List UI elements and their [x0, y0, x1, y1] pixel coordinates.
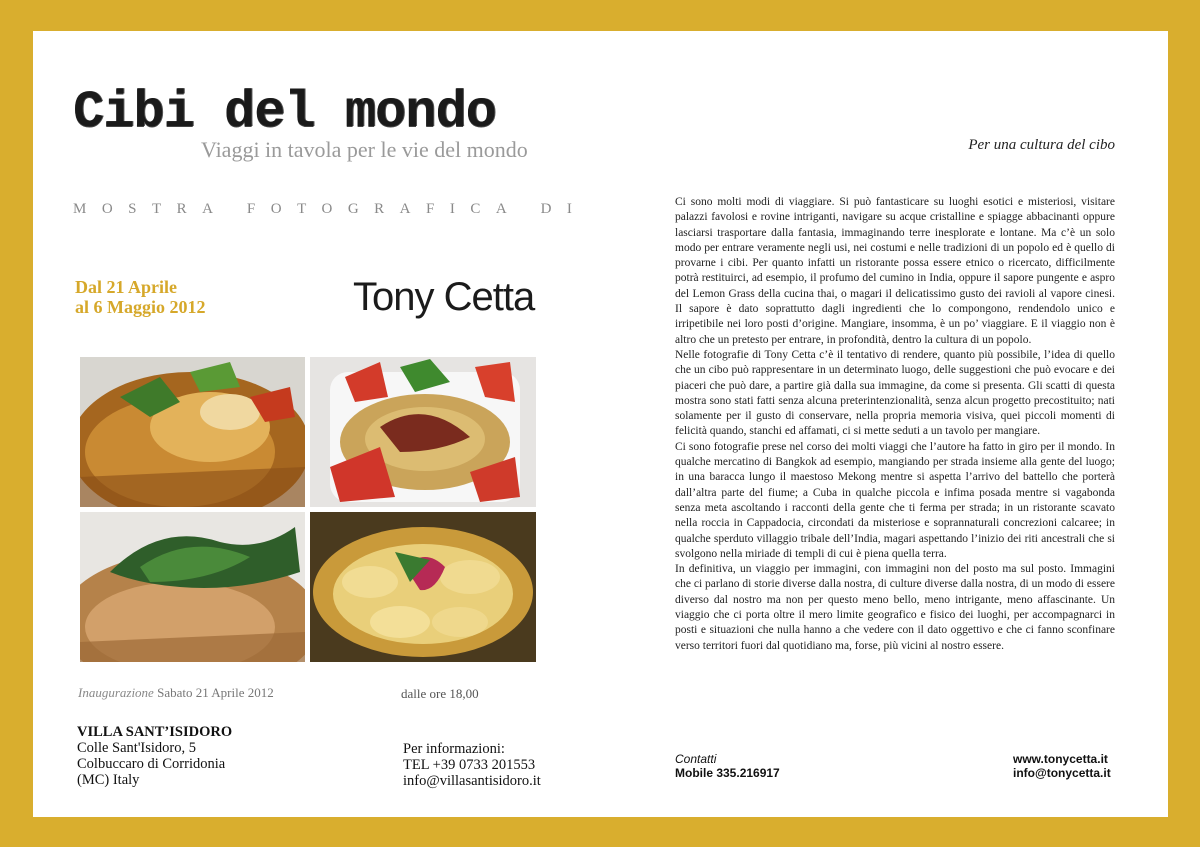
paragraph: Ci sono molti modi di viaggiare. Si può fantasticare su luoghi esotici e misteriosi, visitare palazzi favolosi e rovine intriganti, navigare su acque cristalline e spiagge abbacinanti oppure lasciarsi trasportare dalla fantasia, immaginando terre inesplorate e lontane. Ma c’è un solo modo per entrare veramente negli usi, nei costumi e nelle tradizioni di un popolo ed è quello di provarne i cibi. Per quanto infatti un ristorante possa essere etnico o ricercato, difficilmente potrà restituirci, ad esempio, il profumo del cumino in India, oppure il sapore pungente e aspro del Lemon Grass della cucina thai, o magari il delicatissimo gusto dei ravioli al vapore cinesi. Il sapore è dato soprattutto dagli ingredienti che lo compongono, rendendolo unico e irripetibile nei loro posti d’origine. Mangiare, insomma, è un po’ viaggiare. E il viaggio non è altro che un pretesto per entrare, in profondità, dentro la cultura di un popolo.: [675, 196, 1115, 346]
venue-name: VILLA SANT’ISIDORO: [77, 724, 233, 740]
photo-fried-leaves: [80, 512, 305, 662]
website-link[interactable]: www.tonycetta.it: [1013, 752, 1108, 766]
artist-name: Tony Cetta: [353, 275, 535, 319]
date-end: al 6 Maggio 2012: [75, 297, 206, 317]
inauguration-label: Inaugurazione: [78, 685, 154, 700]
photo-hummus: [310, 357, 536, 507]
inauguration: [78, 685, 274, 701]
venue-line-1: Colle Sant'Isidoro, 5: [77, 740, 197, 756]
info-title: Per informazioni:: [403, 741, 505, 757]
photo-fried-leaves-image: [80, 512, 305, 662]
tagline: Per una cultura del cibo: [968, 137, 1115, 153]
paragraph: In definitiva, un viaggio per immagini, con immagini non del posto ma sul posto. Immagini che ci parlano di storie diverse dalla nostra, di culture diverse dalla nostra, di un modo di essere diverso dal nostro ma non per questo meno bello, meno intrigante, meno affascinante. Un viaggio che ci porta oltre il mero limite geografico e fisico dei luoghi, per accompagnarci in posti e situazioni che nulla hanno a che vedere con il dato oggettivo e che ci fanno sconfinare verso territori fuori dal quotidiano ma, forse, più vicini al nostro essere.: [675, 563, 1115, 652]
inauguration-date: Sabato 21 Aprile 2012: [157, 685, 274, 700]
email-link[interactable]: info@tonycetta.it: [1013, 766, 1111, 780]
photo-noodles-image: [80, 357, 305, 507]
paragraph: Nelle fotografie di Tony Cetta c’è il tentativo di rendere, quanto più possibile, l’idea di quello che un cibo può rappresentare in un determinato luogo, delle suggestioni che può evocare e dei piaceri che può dare, a partire già dalla sua immagine, da come si presenta. Gli scatti di questa mostra sono stati fatti senza alcuna preterintenzionalità, senza alcun progetto precostituito; nati solamente per il gusto di conservare, nella propria memoria visiva, quei piccoli momenti di felicità quando, stanchi ed affamati, ci si mette seduti a un tavolo per mangiare.: [675, 348, 1115, 438]
inauguration-time: dalle ore 18,00: [401, 686, 479, 701]
exhibition-title: Cibi del mondo: [73, 83, 496, 142]
photo-noodles: [80, 357, 305, 507]
contacts-label: Contatti: [675, 752, 717, 766]
exhibition-dates: [75, 277, 206, 317]
info-email-link[interactable]: info@villasantisidoro.it: [403, 773, 541, 789]
brochure-sheet: [33, 31, 1168, 817]
info-telephone: TEL +39 0733 201553: [403, 757, 536, 773]
venue-address: [77, 724, 232, 788]
date-start: Dal 21 Aprile: [75, 277, 177, 297]
photo-dumplings-image: [310, 512, 536, 662]
venue-line-2: Colbuccaro di Corridonia: [77, 756, 226, 772]
exhibition-type: MOSTRA FOTOGRAFICA DI: [73, 201, 588, 217]
web-contacts: [1013, 752, 1111, 780]
contacts: [675, 752, 780, 780]
photo-dumplings: [310, 512, 536, 662]
body-text: [675, 195, 1115, 654]
contacts-mobile: Mobile 335.216917: [675, 766, 780, 780]
venue-info: [403, 741, 541, 789]
paragraph: Ci sono fotografie prese nel corso dei molti viaggi che l’autore ha fatto in giro per il mondo. In qualche mercatino di Bangkok ad esempio, mangiando per strada insieme alla gente del luogo; in una baracca lungo il maestoso Mekong mentre si aspetta l’arrivo del battello che porterà dall’altra parte del fiume; a Cuba in qualche piccola e infima posada mentre si vagabonda senza meta ascoltando i racconti della gente che ti ferma per strada; in un ristorante scavato nella roccia in Cappadocia, circondati da misteriose e soprannaturali concrezioni calcaree; in qualche sperduto villaggio tribale dell’India, magari aspettando l’inizio dei riti ancestrali che si svolgono nella miriade di templi di cui è piena quella terra.: [675, 440, 1115, 560]
photo-hummus-image: [310, 357, 536, 507]
exhibition-subtitle: Viaggi in tavola per le vie del mondo: [201, 137, 528, 162]
venue-line-3: (MC) Italy: [77, 772, 140, 788]
